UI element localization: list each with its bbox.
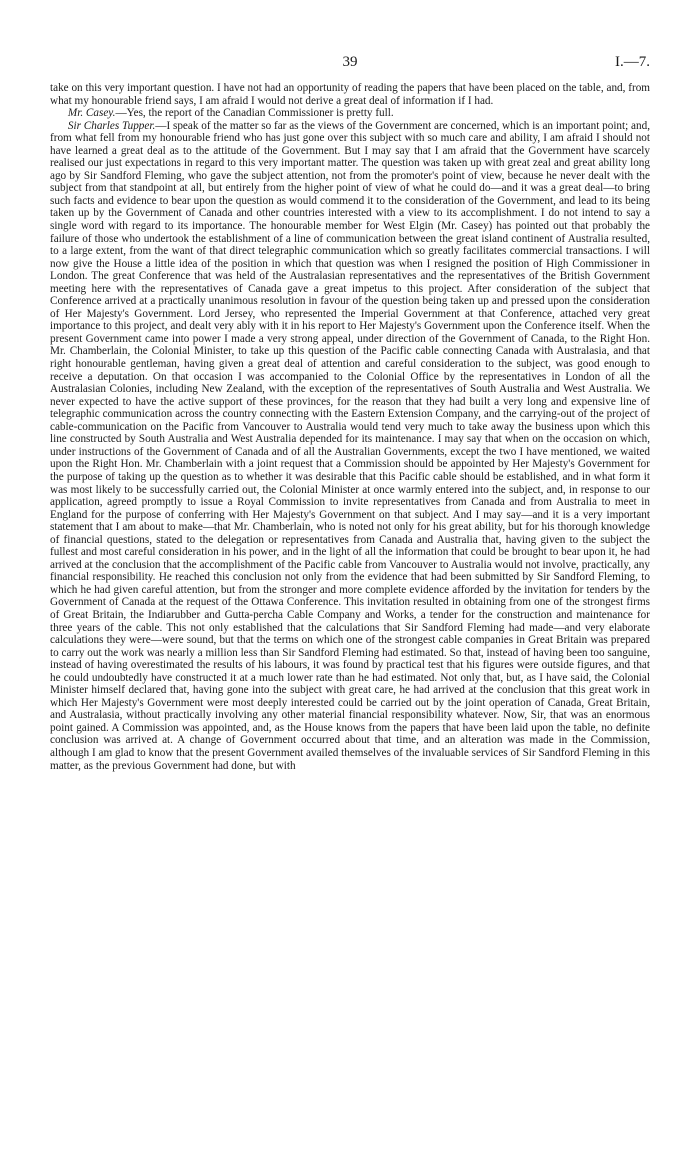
speaker-name: Mr. Casey. [67, 107, 116, 120]
paragraph-continuation [50, 82, 650, 107]
speaker-name: Sir Charles Tupper. [67, 119, 156, 132]
paragraph-text: take on this very important question. I have not had an opportunity of reading the papers that have been placed on the table, and, from what my honourable friend says, I am afraid I would not derive a great deal of information if I had. [50, 82, 650, 107]
paragraph-casey [50, 107, 650, 120]
body-text [50, 82, 650, 772]
paragraph-text: —I speak of the matter so far as the views of the Government are concerned, which is an important point; and, from what fell from my honourable friend who has just gone over this subject with so much care and ability, I am afraid I should not have learned a great deal as to the attitude of the Government. But I may say that I am afraid that the Government have scarcely realised our just expectations in regard to this very important matter. The question was taken up with great zeal and great ability long ago by Sir Sandford Fleming, who gave the subject attention, not from the promoter's point of view, because he never dealt with the subject from that standpoint at all, but entirely from the higher point of view of what he could do—and it was a great deal—to bring such facts and evidence to bear upon the question as would commend it to the consideration of the Government, and lead to its being taken up by the Government of Canada and other countries interested with a view to its accomplishment. I do not intend to say a single word with regard to its importance. The honourable member for West Elgin (Mr. Casey) has pointed out that probably the failure of those who undertook the establishment of a line of communication between the great island continent of Australia resulted, to a large extent, from the want of that direct telegraphic communication which so greatly facilitates commercial transactions. I will now give the House a little idea of the position in which that question was when I resigned the position of High Commissioner in London. The great Conference that was held of the Australasian representatives and the representatives of the British Government meeting here with the representatives of Canada gave a great impetus to this project. After consideration of the subject that Conference arrived at a practically unanimous resolution in favour of the question being taken up and pressed upon the consideration of Her Majesty's Government. Lord Jersey, who represented the Imperial Government at that Conference, attached very great importance to this project, and dealt very ably with it in his report to Her Majesty's Government upon the Conference itself. When the present Government came into power I made a very strong appeal, under direction of the Government of Canada, to the Right Hon. Mr. Chamberlain, the Colonial Minister, to take up this question of the Pacific cable connecting Canada with Australasia, and that right honourable gentleman, having given a great deal of attention and careful consideration to the subject, was good enough to receive a deputation. On that occasion I was accompanied to the Colonial Office by the representatives in London of all the Australasian Colonies, including New Zealand, with the exception of the representatives of South Australia and West Australia. We never expected to have the active support of these provinces, for the reason that they had built a very long and expensive line of telegraphic communication across the country connecting with the Eastern Extension Company, and the carrying-out of the project of cable-communication on the Pacific from Vancouver to Australia would tend very much to take away the business upon which this line constructed by South Australia and West Australia depended for its maintenance. I may say that when on the occasion on which, under instructions of the Government of Canada and of all the Australian Governments, except the two I have mentioned, we waited upon the Right Hon. Mr. Chamberlain with a joint request that a Commission should be appointed by Her Majesty's Government for the purpose of taking up the question as to whether it was desirable that this Pacific cable should be established, and in what form it was most likely to be successfully carried out, the Colonial Minister at once warmly entered into the subject, and, in response to our application, agreed promptly to issue a Royal Commission to invite representatives from Canada and from Australia to meet in England for the purpose of conferring with Her Majesty's Government on that subject. And I may say—and it is a very important statement that I am about to make—that Mr. Chamberlain, who is noted not only for his great ability, but for his thorough knowledge of financial questions, stated to the delegation or representatives from Canada and Australia that, having given to the subject the fullest and most careful consideration in his power, and in the light of all the information that could be brought to bear upon it, he had arrived at the conclusion that the accomplishment of the Pacific cable from Vancouver to Australia would not involve, practically, any financial responsibility. He reached this conclusion not only from the evidence that had been submitted by Sir Sandford Fleming, to which he had given careful attention, but from the stronger and more complete evidence afforded by the invitation for tenders by the Government of Canada at the request of the Ottawa Conference. This invitation resulted in obtaining from one of the strongest firms of Great Britain, the Indiarubber and Gutta-percha Cable Company and Works, a tender for the construction and maintenance for three years of the cable. This not only established that the calculations that Sir Sandford Fleming had made—and very elaborate calculations they were—were sound, but that the terms on which one of the strongest cable companies in Great Britain was prepared to carry out the work was nearly a million less than Sir Sandford Fleming had estimated. So that, instead of having been too sanguine, instead of having overestimated the results of his labours, it was found by practical test that his figures were outside figures, and that he could undoubtedly have constructed it at a much lower rate than he had estimated. Not only that, but, as I have said, the Colonial Minister himself declared that, having gone into the subject with great care, he had arrived at the conclusion that this great work in which Her Majesty's Government were most deeply interested could be carried out by the joint operation of Canada, Great Britain, and Australasia, without practically involving any other material financial responsibility whatever. Now, Sir, that was an enormous point gained. A Commission was appointed, and, as the House knows from the papers that have been laid upon the table, no definite conclusion was arrived at. A change of Government occurred about that time, and an alteration was made in the Commission, although I am glad to know that the present Government availed themselves of the invaluable services of Sir Sandford Fleming in this matter, as the previous Government had done, but with [50, 119, 650, 772]
paragraph-tupper [50, 120, 650, 772]
paragraph-text: —Yes, the report of the Canadian Commissioner is pretty full. [115, 107, 394, 120]
page-header [50, 54, 650, 74]
document-reference: I.—7. [615, 54, 650, 70]
page-number: 39 [342, 54, 358, 70]
